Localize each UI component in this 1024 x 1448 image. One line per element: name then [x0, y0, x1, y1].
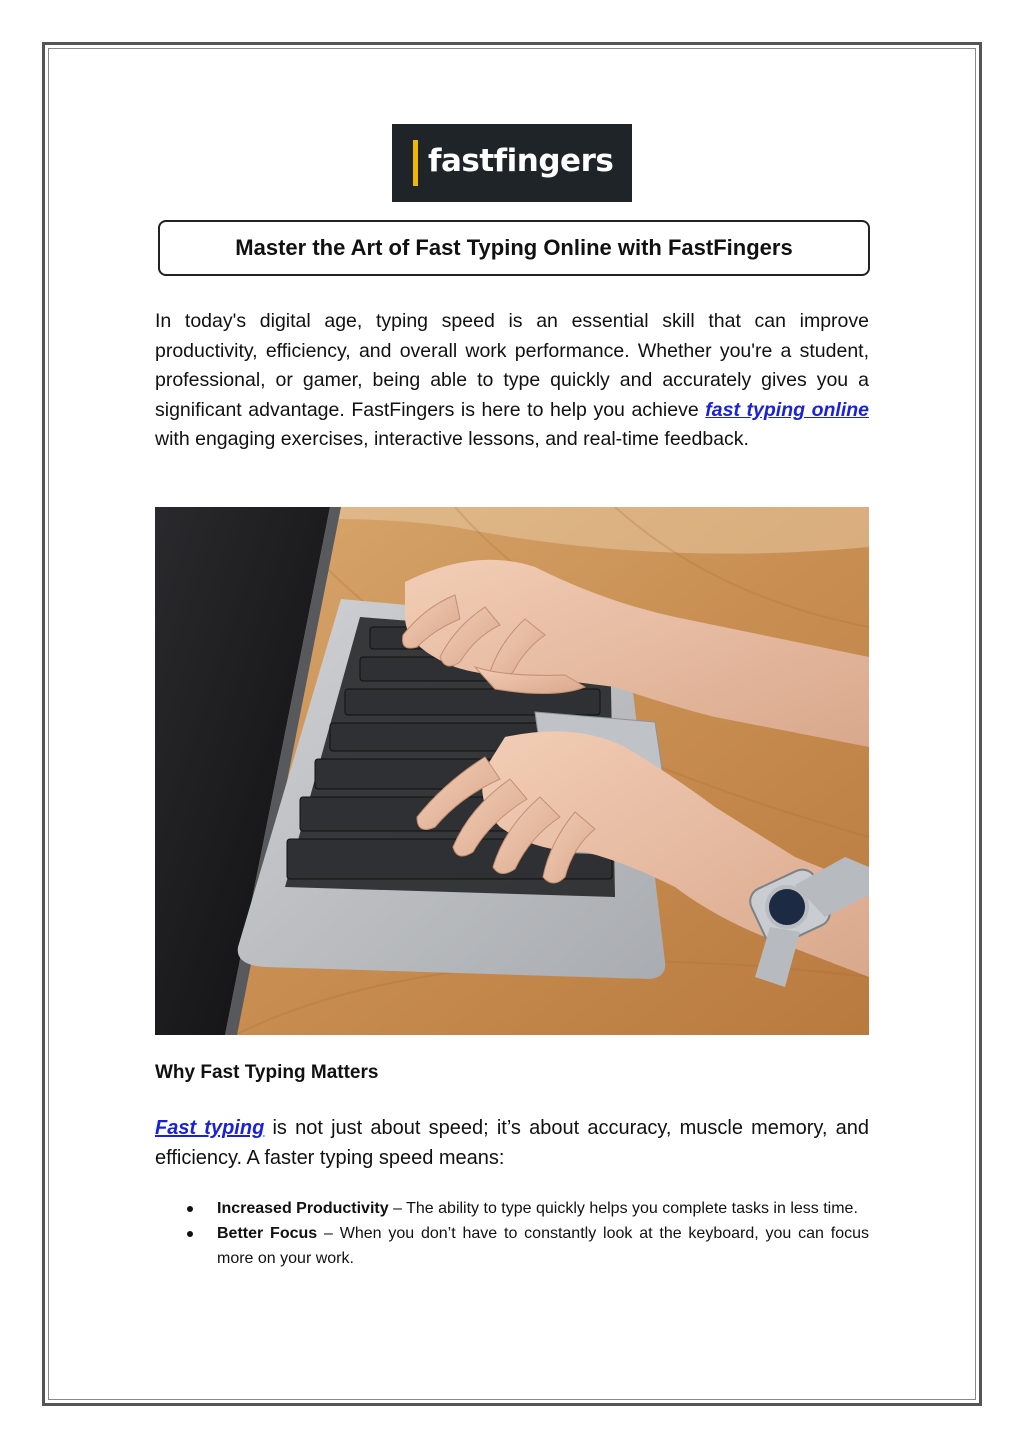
page-title: Master the Art of Fast Typing Online with FastFingers — [235, 235, 793, 260]
intro-text-start: In today's digital age, typing speed is an essential skill that can improve productivity, efficiency, and overall work performance. Whether you're a student, professional, or gamer, being able to type quickly and accurately gives you a significant advantage. FastFingers is here to help you achieve — [155, 310, 869, 421]
laptop-typing-photo — [155, 507, 869, 1035]
bullet-icon — [187, 1231, 193, 1237]
fast-typing-online-link[interactable]: fast typing online — [705, 398, 870, 421]
fast-typing-link[interactable]: Fast typing — [155, 1117, 265, 1139]
fastfingers-logo[interactable] — [392, 124, 632, 202]
intro-text-end: with engaging exercises, interactive lessons, and real-time feedback. — [155, 428, 749, 451]
list-item — [155, 1196, 869, 1221]
section-paragraph — [155, 1113, 869, 1173]
intro-paragraph — [155, 307, 869, 455]
bullet-label: Better Focus — [217, 1225, 318, 1242]
section-heading: Why Fast Typing Matters — [155, 1062, 379, 1083]
bullet-label: Increased Productivity — [217, 1200, 389, 1217]
bullet-icon — [187, 1206, 193, 1212]
title-box — [158, 220, 870, 276]
bullet-text: – When you don’t have to constantly look at the keyboard, you can focus more on your work. — [217, 1225, 870, 1267]
list-item — [155, 1221, 869, 1271]
bullet-text: – The ability to type quickly helps you complete tasks in less time. — [388, 1200, 858, 1217]
logo-accent-bar — [413, 140, 418, 186]
benefits-list — [155, 1196, 869, 1271]
logo-text: fastfingers — [428, 143, 614, 179]
section-paragraph-text: is not just about speed; it’s about accuracy, muscle memory, and efficiency. A faster typing speed means: — [155, 1117, 869, 1169]
